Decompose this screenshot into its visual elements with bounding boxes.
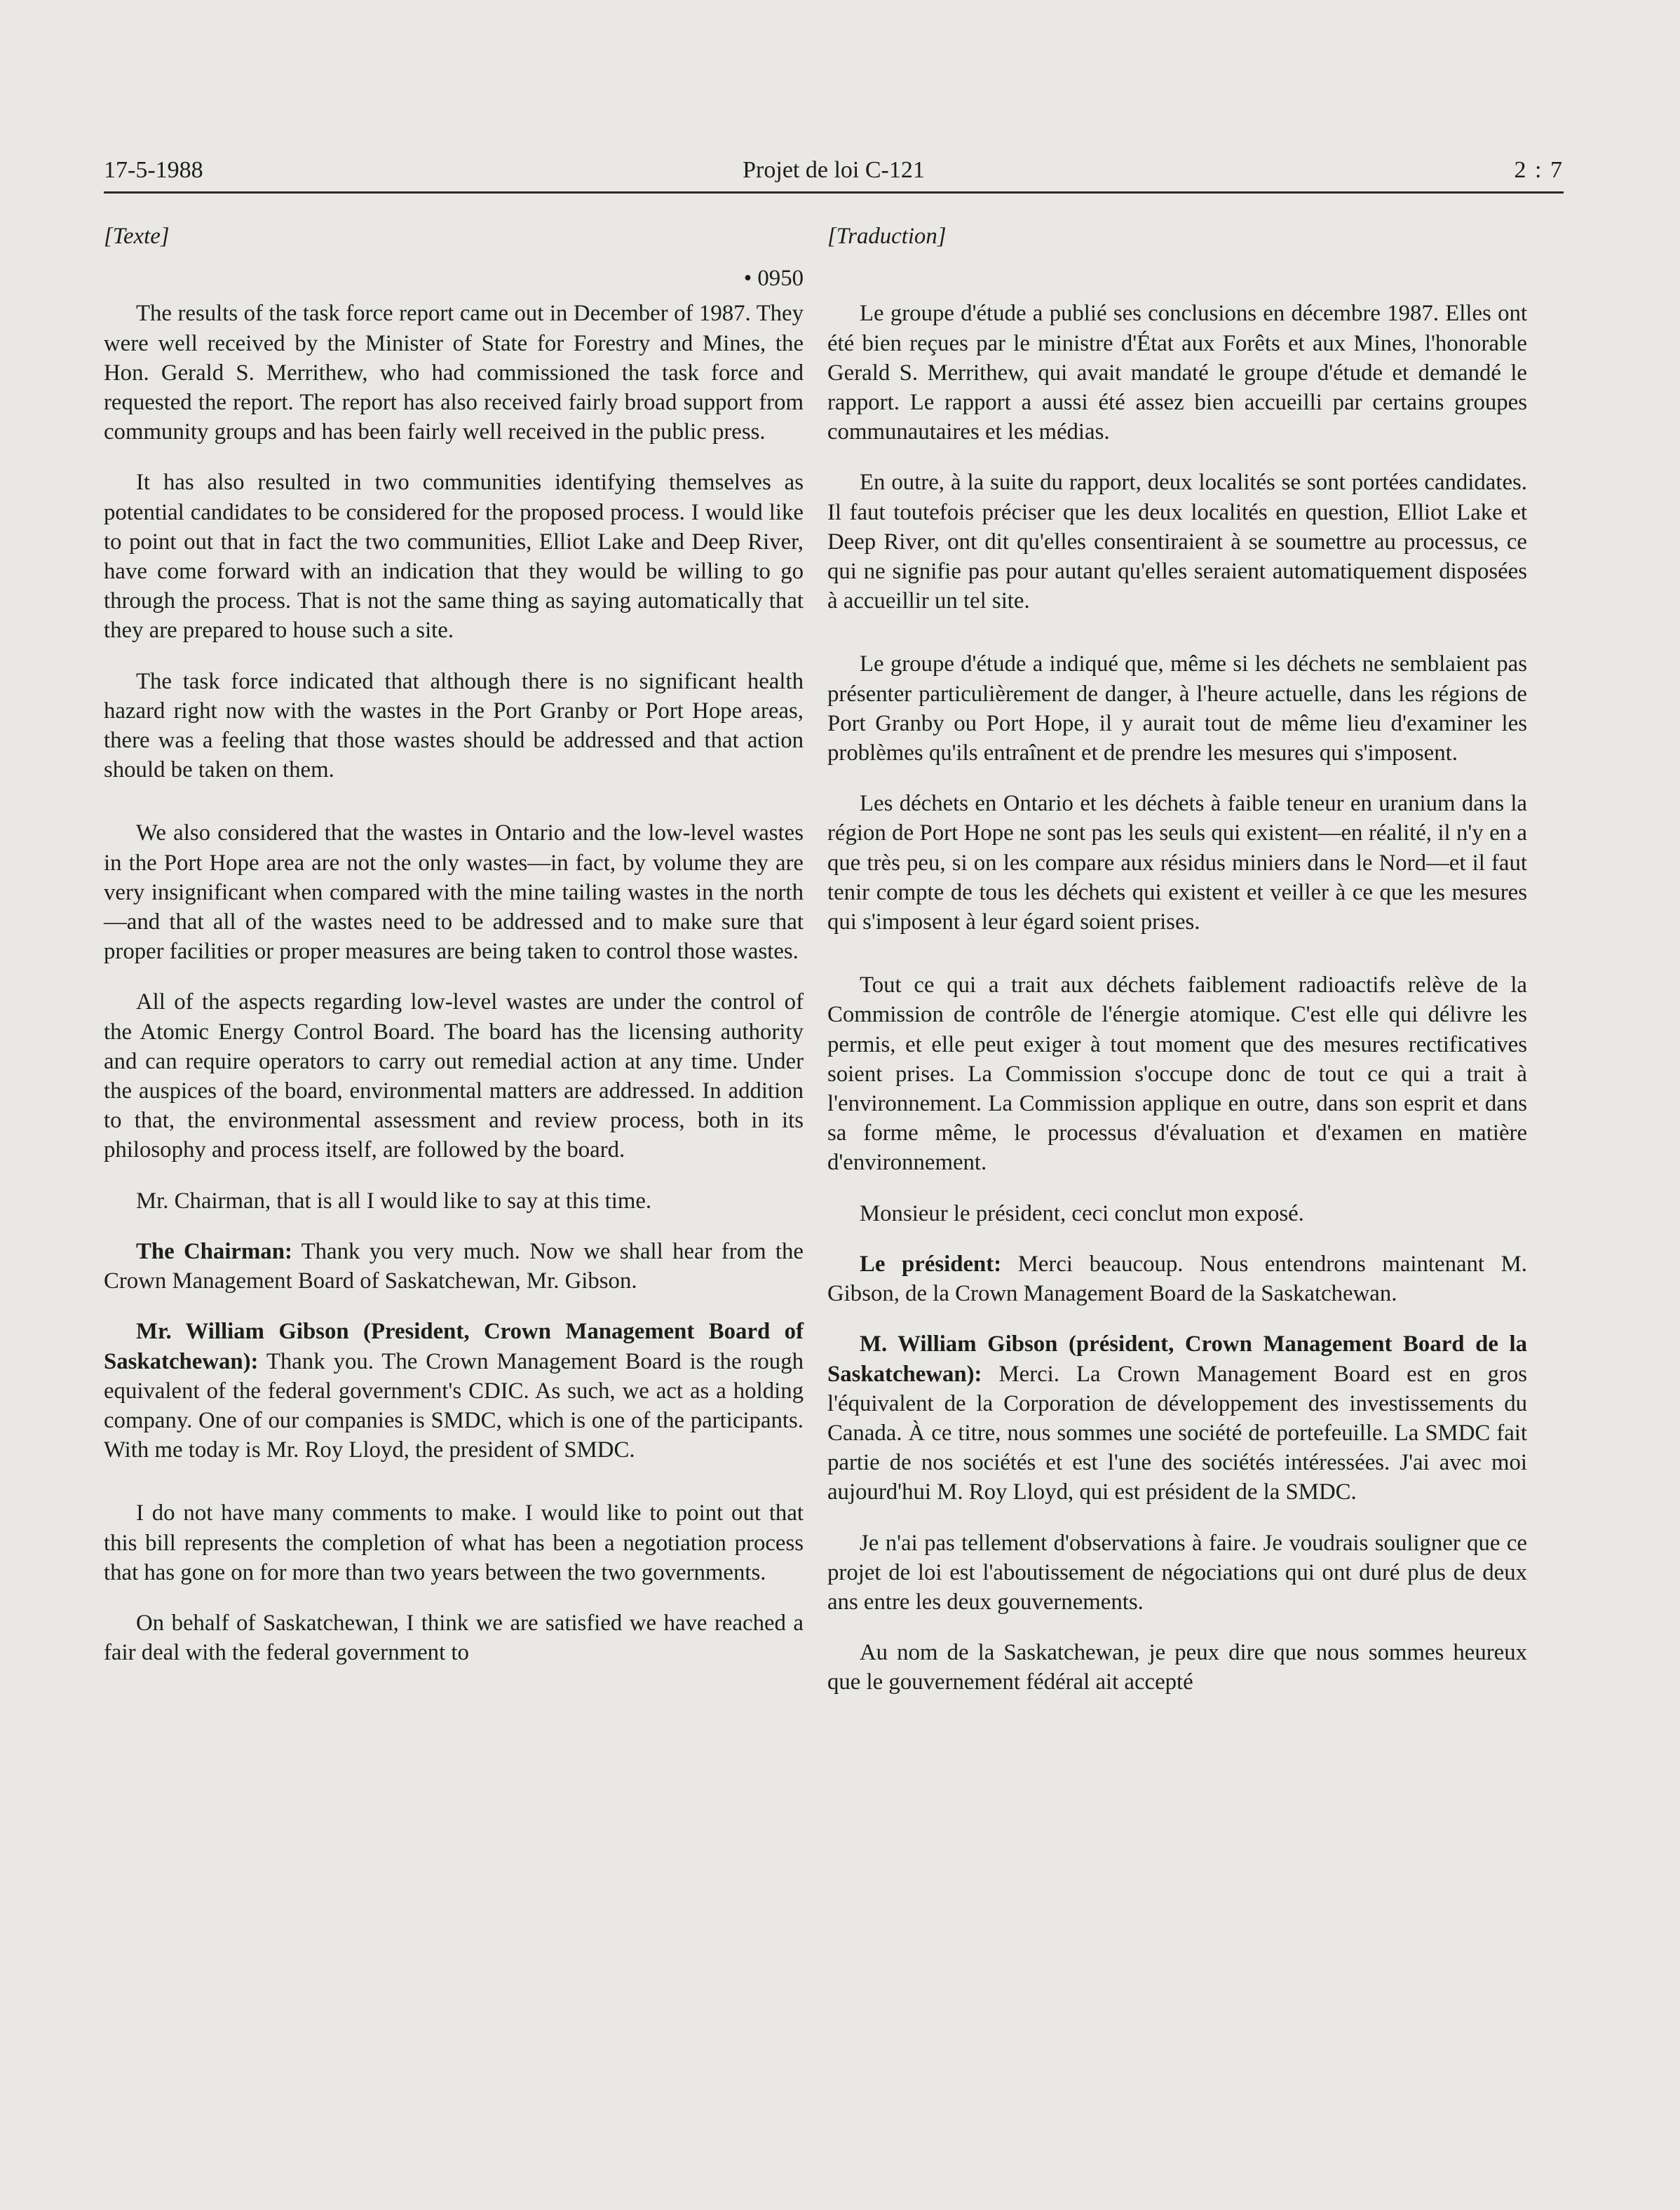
speech-text: Merci. La Crown Management Board est en gros l'équivalent de la Corporation de développement des investissements du Canada. À ce titre, nous sommes une société de portefeuille. La SMDC fait partie de nos sociétés et est l'une des sociétés intéressées. J'ai avec moi aujourd'hui M. Roy Lloyd, qui est président de la SMDC. [827, 1361, 1527, 1505]
paragraph: The results of the task force report came out in December of 1987. They were well received by the Minister of State for Forestry and Mines, the Hon. Gerald S. Merrithew, who had commissioned the task force and requested the report. The report has also received fairly broad support from community groups and has been fairly well received in the public press. [104, 301, 804, 445]
paragraph: The task force indicated that although there is no significant health hazard right now with the wastes in the Port Granby or Port Hope areas, there was a feeling that those wastes should be addressed and that action should be taken on them. [104, 668, 804, 783]
speaker-paragraph [827, 1249, 1527, 1308]
paragraph: Le groupe d'étude a indiqué que, même si les déchets ne semblaient pas présenter particulièrement de danger, à l'heure actuelle, dans les régions de Port Granby ou Port Hope, il y aurait tout de même lieu d'examiner les problèmes qu'ils entraînent et de prendre les mesures qui s'imposent. [827, 651, 1527, 766]
paragraph: It has also resulted in two communities identifying themselves as potential candidates to be considered for the proposed process. I would like to point out that in fact the two communities, Elliot Lake and Deep River, have come forward with an indication that they would be willing to go through the process. That is not the same thing as saying automatically that they are prepared to house such a site. [104, 470, 804, 644]
header-page-number: 2 : 7 [1514, 157, 1564, 183]
paragraph: Je n'ai pas tellement d'observations à faire. Je voudrais souligner que ce projet de loi est l'aboutissement de négociations qui ont duré plus de deux ans entre les deux gouvernements. [827, 1530, 1527, 1615]
speaker-name: M. William Gibson (président, Crown Management Board de la Saskatchewan): [827, 1331, 1527, 1387]
speaker-name: Mr. William Gibson (President, Crown Management Board of Saskatchewan): [104, 1319, 804, 1374]
paragraph: Tout ce qui a trait aux déchets faiblement radioactifs relève de la Commission de contrôle de l'énergie atomique. C'est elle qui délivre les permis, et elle peut exiger à tout moment que des mesures rectificatives soient prises. La Commission s'occupe donc de tout ce qui a trait à l'environnement. La Commission applique en outre, dans son esprit et dans sa forme même, le processus d'évaluation et d'examen en matière d'environnement. [827, 972, 1527, 1176]
paragraph: Au nom de la Saskatchewan, je peux dire que nous sommes heureux que le gouvernement fédéral ait accepté [827, 1640, 1527, 1695]
english-column [104, 222, 804, 1688]
header-title: Projet de loi C-121 [743, 157, 925, 183]
french-column [827, 222, 1527, 1718]
paragraph: Les déchets en Ontario et les déchets à faible teneur en uranium dans la région de Port Hope ne sont pas les seuls qui existent—en réalité, il n'y en a que très peu, si on les compare aux résidus miniers dans le Nord—et il faut tenir compte de tous les déchets qui existent et veiller à ce que les mesures qui s'imposent à leur égard soient prises. [827, 791, 1527, 935]
paragraph: We also considered that the wastes in Ontario and the low-level wastes in the Port Hope area are not the only wastes—in fact, by volume they are very insignificant when compared with the mine tailing wastes in the north—and that all of the wastes need to be addressed and to make sure that proper facilities or proper measures are being taken to control those wastes. [104, 820, 804, 965]
speaker-paragraph [104, 1317, 804, 1465]
paragraph: I do not have many comments to make. I would like to point out that this bill represents the completion of what has been a negotiation process that has gone on for more than two years between the two governments. [104, 1500, 804, 1585]
speaker-name: The Chairman: [136, 1238, 292, 1264]
speech-text: Thank you very much. Now we shall hear from the Crown Management Board of Saskatchewan, Mr. Gibson. [104, 1238, 804, 1294]
paragraph: Monsieur le président, ceci conclut mon exposé. [860, 1200, 1304, 1226]
speech-text: Merci beaucoup. Nous entendrons maintenant M. Gibson, de la Crown Management Board de la Saskatchewan. [827, 1251, 1527, 1307]
header-date: 17-5-1988 [104, 157, 203, 183]
paragraph: En outre, à la suite du rapport, deux localités se sont portées candidates. Il faut toutefois préciser que les deux localités en question, Elliot Lake et Deep River, ont dit qu'elles consentiraient à se soumettre au processus, ce qui ne signifie pas pour autant qu'elles seraient automatiquement disposées à accueillir un tel site. [827, 470, 1527, 614]
column-label-text: [Texte] [104, 224, 170, 249]
column-label-translation: [Traduction] [827, 224, 947, 249]
paragraph: All of the aspects regarding low-level wastes are under the control of the Atomic Energy Control Board. The board has the licensing authority and can require operators to carry out remedial action at any time. Under the auspices of the board, environmental matters are addressed. In addition to that, the environmental assessment and review process, both in its philosophy and process itself, are followed by the board. [104, 989, 804, 1163]
header-rule [104, 191, 1564, 194]
speaker-paragraph [104, 1237, 804, 1296]
paragraph: Le groupe d'étude a publié ses conclusions en décembre 1987. Elles ont été bien reçues par le ministre d'État aux Forêts et aux Mines, l'honorable Gerald S. Merrithew, qui avait mandaté le groupe d'étude et demandé le rapport. Le rapport a aussi été assez bien accueilli par certains groupes communautaires et les médias. [827, 301, 1527, 445]
paragraph: Mr. Chairman, that is all I would like to say at this time. [136, 1188, 652, 1214]
speaker-name: Le président: [860, 1251, 1002, 1277]
page-header [104, 157, 1564, 196]
paragraph: On behalf of Saskatchewan, I think we are satisfied we have reached a fair deal with the federal government to [104, 1610, 804, 1666]
time-marker: • 0950 [743, 266, 804, 292]
speech-text: Thank you. The Crown Management Board is the rough equivalent of the federal government's CDIC. As such, we act as a holding company. One of our companies is SMDC, which is one of the participants. With me today is Mr. Roy Lloyd, the president of SMDC. [104, 1348, 804, 1463]
speaker-paragraph [827, 1329, 1527, 1507]
